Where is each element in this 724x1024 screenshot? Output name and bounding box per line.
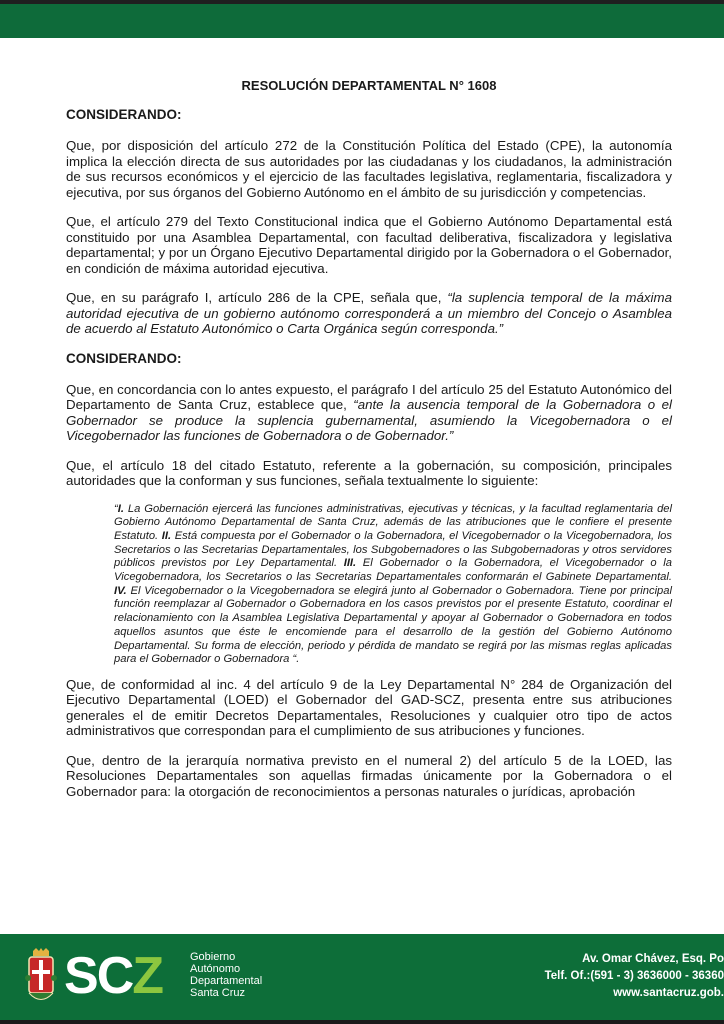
top-border [0,0,724,4]
numeral-iv: IV. [114,584,127,597]
paragraph-5: Que, el artículo 18 del citado Estatuto, referente a la gobernación, su composición, principales autoridades que la conforman y sus funciones, señala textualmente lo siguiente: [66,457,672,488]
paragraph-3-quote: “la suplencia temporal de la máxima autoridad ejecutiva de un gobierno autónomo corresponderá a un miembro del Concejo o Asamblea de acuerdo al Estatuto Autonómico o Carta Orgánica según corresponda.” [66,290,672,336]
paragraph-2: Que, el artículo 279 del Texto Constitucional indica que el Gobierno Autónomo Departamental está constituido por una Asamblea Departamental, con facultad deliberativa, fiscalizadora y legislativa departamental; y por un Órgano Ejecutivo Departamental dirigido por la Gobernadora o el Gobernador, en condición de máxima autoridad ejecutiva. [66,214,672,276]
scz-logo [64,946,162,1006]
quote-text-3: El Gobernador o la Gobernadora, el Vicegobernador o la Vicegobernadora, los Secretarios o las Secretarias Departamentales conformarán el Gabinete Departamental. [114,557,672,584]
numeral-i: I. [117,502,124,515]
bottom-border [0,1020,724,1024]
org-line-departamental: Departamental [190,975,263,987]
website-link[interactable]: www.santacruz.gob. [613,987,724,999]
considerando-heading-1: CONSIDERANDO: [66,107,182,122]
quote-text-1: La Gobernación ejercerá las funciones administrativas, ejecutivas y técnicas, y la facultad reglamentaria del Gobierno Autónomo Departamental de Santa Cruz, además de las atribuciones que le confiere el presente Estatuto. [114,502,672,542]
santa-cruz-crest-icon [24,948,58,1006]
org-line-autonomo: Autónomo [190,963,241,975]
paragraph-3-intro: Que, en su parágrafo I, artículo 286 de la CPE, señala que, [66,290,448,305]
phone-text: Telf. Of.:(591 - 3) 3636000 - 36360 [544,970,724,982]
paragraph-7: Que, dentro de la jerarquía normativa previsto en el numeral 2) del artículo 5 de la LOED, las Resoluciones Departamentales son aquellas firmadas únicamente por la Gobernadora o el Gobernador para: la otorgación de reconocimientos a personas naturales o jurídicas, aprobación [66,752,672,799]
statute-quote [114,503,672,667]
paragraph-4 [66,382,672,444]
numeral-iii: III. [343,557,357,570]
org-line-gobierno: Gobierno [190,951,236,963]
quote-text-4: El Vicegobernador o la Vicegobernadora se elegirá junto al Gobernador o Gobernadora. Tiene por principal función reemplazar al Gobernador o Gobernadora en los casos previstos por el presente Estatuto, coordinar el relacionamiento con la Asamblea Legislativa Departamental y apoyar al Gobernador o Gobernadora en todos aquellos asuntos que éste le encomiende para el desarrollo de la gestión del Gobierno Autónomo Departamental. Su forma de elección, periodo y pérdida de mandato se regirá por las mismas reglas aplicadas para el Gobernador o Gobernadora “. [114,584,672,666]
quote-text-2: Está compuesta por el Gobernador o la Gobernadora, el Vicegobernador o la Vicegobernadora, los Secretarios o las Secretarias Departamentales, los Subgobernadores o las Subgobernadoras y otros servidores públicos previstos por Ley Departamental. [114,529,672,570]
logo-letter-s: S [64,947,97,1005]
document-body [66,78,672,813]
quote-open: “ [114,502,118,515]
numeral-ii: II. [161,529,172,542]
paragraph-6: Que, de conformidad al inc. 4 del artículo 9 de la Ley Departamental N° 284 de Organización del Ejecutivo Departamental (LOED) el Gobernador del GAD-SCZ, presenta entre sus atribuciones generales el de emitir Decretos Departamentales, Resoluciones y cualquier otro tipo de actos administrativos que correspondan para el cumplimiento de sus atribuciones y funciones. [66,676,672,739]
address-text: Av. Omar Chávez, Esq. Po [582,953,724,965]
organization-name [190,951,262,999]
org-line-santa-cruz: Santa Cruz [190,987,246,999]
logo-letter-c: C [96,947,133,1005]
top-bar [0,0,724,38]
document-title: RESOLUCIÓN DEPARTAMENTAL N° 1608 [241,78,497,93]
paragraph-1: Que, por disposición del artículo 272 de la Constitución Política del Estado (CPE), la autonomía implica la elección directa de sus autoridades por las ciudadanas y los ciudadanos, la administración de sus recursos económicos y el ejercicio de las facultades legislativa, reglamentaria, fiscalizadora y ejecutiva, por sus órganos del Gobierno Autónomo en el ámbito de su jurisdicción y competencias. [66,138,672,200]
paragraph-4-intro: Que, en concordancia con lo antes expuesto, el parágrafo I del artículo 25 del Estatuto Autonómico del Departamento de Santa Cruz, establece que, [66,381,672,412]
logo-letter-z: Z [132,947,163,1005]
footer [0,934,724,1024]
contact-info [545,951,724,1002]
paragraph-4-quote: “ante la ausencia temporal de la Gobernadora o el Gobernador se produce la suplencia gubernamental, asumiendo la Vicegobernadora o el Vicegobernador las funciones de Gobernadora o de Gobernador.” [66,397,672,443]
paragraph-3 [66,290,672,337]
considerando-heading-2: CONSIDERANDO: [66,350,182,366]
